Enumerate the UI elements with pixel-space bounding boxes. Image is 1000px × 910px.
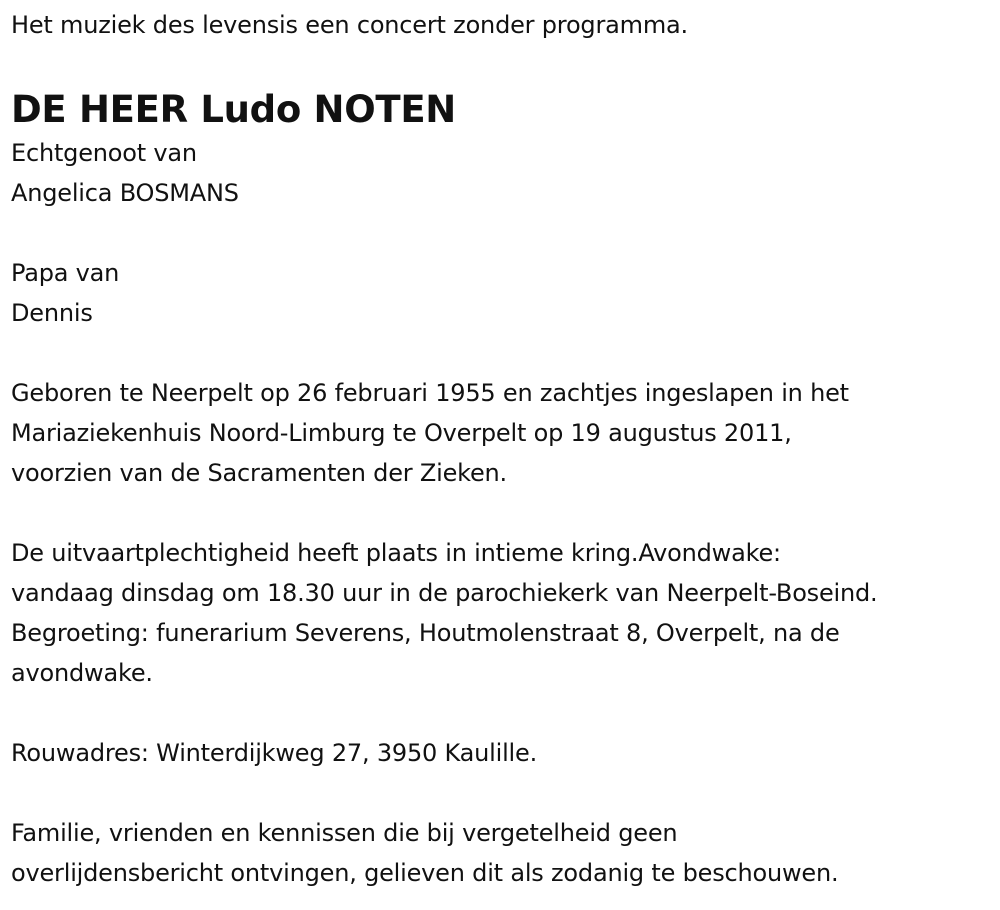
closing-line: Familie, vrienden en kennissen die bij vergetelheid geen bbox=[11, 819, 678, 847]
spouse-label: Echtgenoot van bbox=[11, 139, 197, 167]
child-label: Papa van bbox=[11, 259, 120, 287]
ceremony-line: De uitvaartplechtigheid heeft plaats in intieme kring.Avondwake: bbox=[11, 539, 781, 567]
closing-line: overlijdensbericht ontvingen, gelieven dit als zodanig te beschouwen. bbox=[11, 859, 839, 887]
ceremony-line: Begroeting: funerarium Severens, Houtmolenstraat 8, Overpelt, na de bbox=[11, 619, 840, 647]
motto-section bbox=[11, 5, 688, 134]
ceremony-line: vandaag dinsdag om 18.30 uur in de parochiekerk van Neerpelt-Boseind. bbox=[11, 579, 878, 607]
mourning-address: Rouwadres: Winterdijkweg 27, 3950 Kaulille. bbox=[11, 739, 538, 767]
child-name: Dennis bbox=[11, 299, 93, 327]
ceremony-line: avondwake. bbox=[11, 659, 153, 687]
birth-death-line: voorzien van de Sacramenten der Zieken. bbox=[11, 459, 507, 487]
birth-death-line: Geboren te Neerpelt op 26 februari 1955 en zachtjes ingeslapen in het bbox=[11, 379, 849, 407]
deceased-name: DE HEER Ludo NOTEN bbox=[11, 88, 456, 131]
birth-death-line: Mariaziekenhuis Noord-Limburg te Overpelt op 19 augustus 2011, bbox=[11, 419, 792, 447]
notice-body bbox=[11, 133, 878, 893]
spouse-name: Angelica BOSMANS bbox=[11, 179, 239, 207]
motto: Het muziek des levensis een concert zonder programma. bbox=[11, 11, 688, 39]
